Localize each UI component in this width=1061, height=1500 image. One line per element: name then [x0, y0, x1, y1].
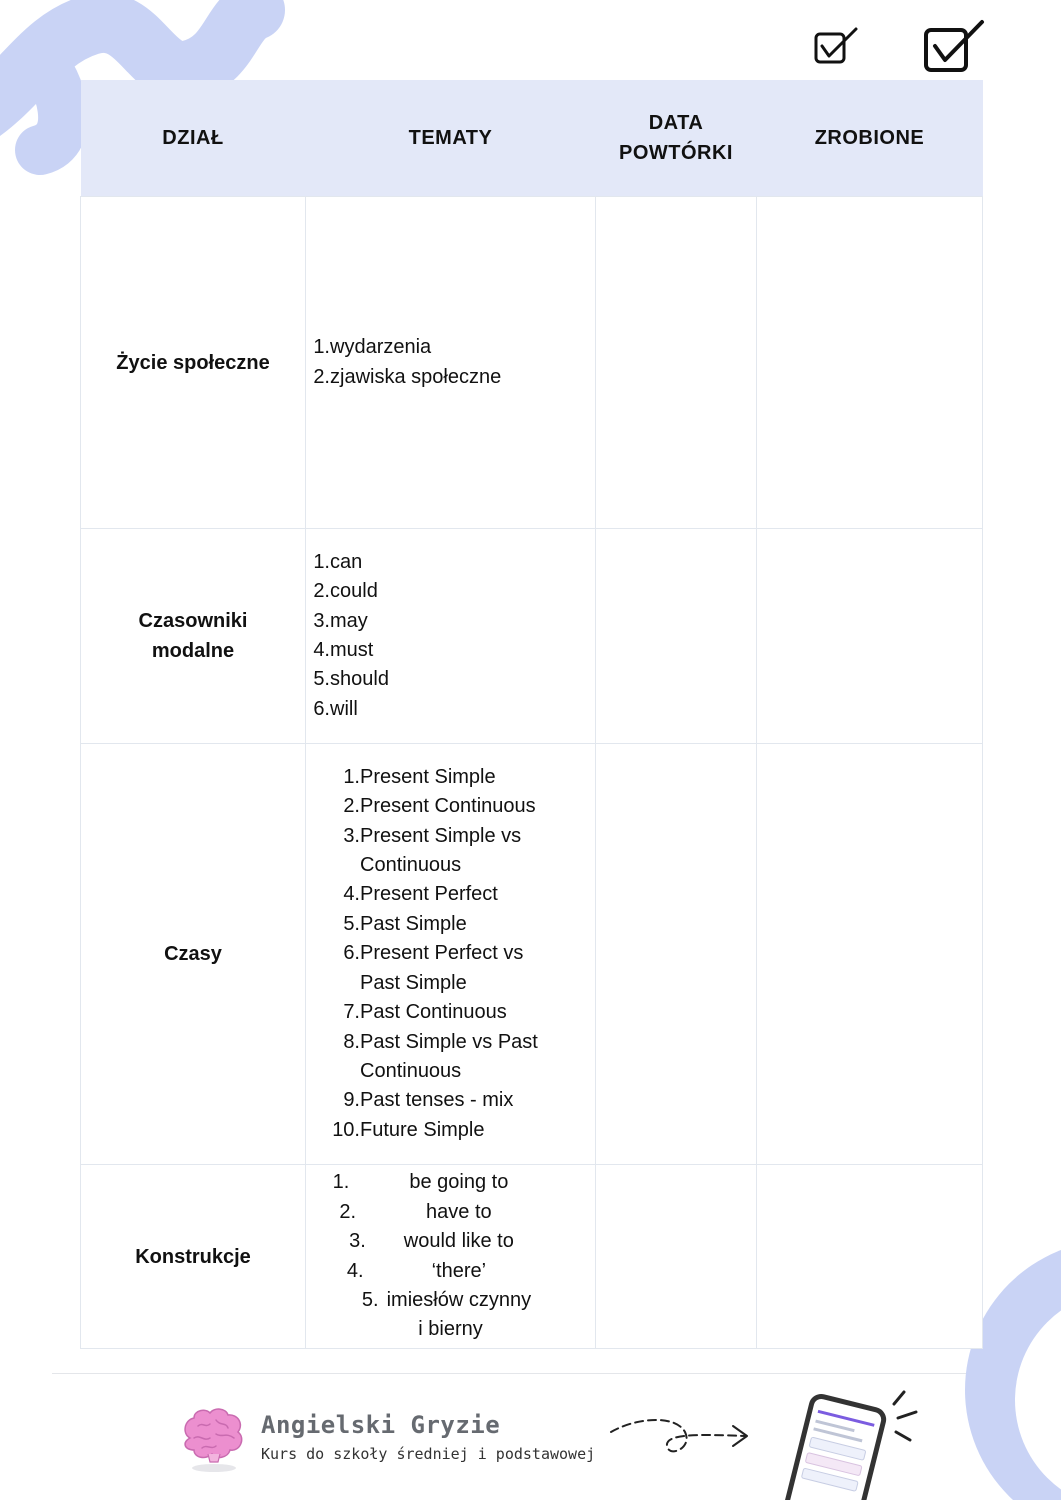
topic-text: Present Simple: [360, 765, 496, 788]
review-date-cell[interactable]: [596, 529, 757, 744]
list-item: [330, 998, 595, 1027]
topic-text: Present Continuous: [360, 795, 536, 818]
list-item: [330, 763, 595, 792]
topic-text: could: [330, 580, 378, 603]
list-number: 6.: [313, 697, 330, 720]
list-item: [306, 363, 595, 392]
category-label: Konstrukcje: [135, 1245, 251, 1268]
category-cell: [81, 197, 306, 529]
list-item: [330, 910, 595, 939]
topic-text: may: [330, 609, 368, 632]
list-number: 3.: [343, 824, 360, 847]
topic-text: must: [330, 639, 374, 661]
topics-cell: [306, 529, 596, 744]
header-done: ZROBIONE: [757, 80, 983, 197]
list-item: [306, 607, 595, 636]
list-number: 2.: [313, 580, 330, 603]
list-number: 1.: [313, 550, 330, 573]
topic-text: Past Continuous: [360, 1001, 507, 1024]
review-date-cell[interactable]: [596, 197, 757, 529]
list-number: 5.: [361, 1288, 379, 1311]
category-cell: [81, 1165, 306, 1349]
category-cell: [81, 529, 306, 744]
topic-text: should: [330, 668, 389, 691]
list-item: [332, 1168, 531, 1197]
list-number: 2.: [313, 365, 330, 388]
header-topics: TEMATY: [306, 80, 596, 197]
review-date-cell[interactable]: [596, 1165, 757, 1349]
list-number: 3.: [349, 1230, 366, 1253]
list-item: [330, 969, 595, 998]
list-item: [330, 851, 595, 880]
topics-cell: [306, 197, 596, 529]
review-date-cell[interactable]: [596, 744, 757, 1165]
topic-text: will: [330, 697, 358, 720]
list-item: [330, 822, 595, 851]
topic-list: [306, 548, 595, 724]
list-number: 7.: [343, 1001, 360, 1024]
category-label-line2: modalne: [151, 640, 235, 662]
list-number: 9.: [343, 1089, 360, 1112]
topic-text: have to: [426, 1200, 492, 1223]
topic-text: be going to: [409, 1171, 509, 1194]
topic-text: Past Simple: [360, 971, 467, 994]
topic-text: Present Perfect: [360, 883, 498, 906]
done-cell[interactable]: [757, 529, 983, 744]
header-review-date-line1: DATA: [648, 112, 704, 134]
category-cell: [81, 744, 306, 1165]
topics-cell: [306, 1165, 596, 1349]
done-cell[interactable]: [757, 1165, 983, 1349]
list-item: [349, 1227, 531, 1256]
list-item: [306, 695, 595, 724]
done-cell[interactable]: [757, 197, 983, 529]
list-item: [330, 939, 595, 968]
header-category: DZIAŁ: [81, 80, 306, 197]
list-number: 8.: [343, 1030, 360, 1053]
topic-text: ‘there’: [431, 1259, 487, 1282]
topic-text: Past Simple: [360, 912, 467, 935]
table-row: [81, 1165, 983, 1349]
checkbox-checked-small-icon: [812, 26, 860, 68]
list-item: [306, 548, 595, 577]
revision-table: [80, 80, 983, 1349]
category-label-line1: Czasowniki: [138, 610, 248, 632]
table-row: [81, 529, 983, 744]
list-number: [330, 969, 360, 998]
brain-logo-icon: [180, 1404, 248, 1474]
list-number: 5.: [343, 912, 360, 935]
topic-text: Continuous: [360, 854, 462, 877]
header-review-date: [596, 80, 757, 197]
topic-text: Past Simple vs Past: [360, 1030, 538, 1053]
topic-text: i bierny: [418, 1318, 483, 1341]
footer-divider: [52, 1373, 1012, 1374]
topic-text: Past tenses - mix: [360, 1089, 514, 1112]
list-item: [370, 1315, 531, 1344]
table-header-row: [81, 80, 983, 197]
list-number: 4.: [313, 639, 330, 661]
list-item: [346, 1257, 531, 1286]
category-label: Życie społeczne: [116, 351, 270, 374]
topic-text: wydarzenia: [330, 336, 432, 359]
arrow-doodle-icon: [605, 1410, 755, 1470]
list-item: [339, 1198, 531, 1227]
topic-text: imiesłów czynny: [386, 1288, 532, 1311]
topic-text: Future Simple: [360, 1118, 485, 1141]
list-item: [330, 1057, 595, 1086]
list-number: 4.: [346, 1259, 364, 1282]
done-cell[interactable]: [757, 744, 983, 1165]
brand-tagline: Kurs do szkoły średniej i podstawowej: [261, 1445, 596, 1463]
topic-text: Continuous: [360, 1059, 462, 1082]
list-number: 5.: [313, 668, 330, 691]
brand-name: Angielski Gryzie: [261, 1411, 501, 1439]
header-review-date-line2: POWTÓRKI: [619, 142, 733, 164]
list-item: [306, 577, 595, 606]
list-item: [330, 792, 595, 821]
list-item: [330, 1116, 595, 1145]
list-number: 6.: [343, 942, 360, 965]
list-number: 2.: [343, 795, 360, 818]
topic-text: would like to: [403, 1230, 514, 1253]
list-number: 1.: [332, 1171, 350, 1194]
list-number: 1.: [313, 336, 330, 359]
list-item: [306, 333, 595, 362]
topic-text: Present Simple vs: [360, 824, 522, 847]
topic-text: zjawiska społeczne: [330, 365, 502, 388]
list-item: [306, 665, 595, 694]
list-item: [330, 1028, 595, 1057]
list-item: [361, 1286, 532, 1315]
topic-text: Present Perfect vs: [360, 942, 524, 965]
topic-list: [330, 763, 595, 1145]
phone-illustration-icon: [770, 1384, 930, 1500]
topics-cell: [306, 744, 596, 1165]
list-number: 3.: [313, 609, 330, 632]
checkbox-checked-large-icon: [922, 18, 986, 74]
list-number: 4.: [343, 883, 360, 906]
topic-list: [332, 1168, 532, 1344]
category-label: Czasy: [164, 943, 222, 965]
list-number: 1.: [343, 765, 360, 788]
table-row: [81, 744, 983, 1165]
table-row: [81, 197, 983, 529]
list-number: [330, 851, 360, 880]
list-item: [330, 880, 595, 909]
list-item: [306, 636, 595, 665]
topic-list: [306, 333, 595, 392]
topic-text: can: [330, 550, 363, 573]
list-number: 2.: [339, 1200, 357, 1223]
list-number: [330, 1057, 360, 1086]
list-item: [330, 1086, 595, 1115]
list-number: 10.: [332, 1118, 360, 1141]
